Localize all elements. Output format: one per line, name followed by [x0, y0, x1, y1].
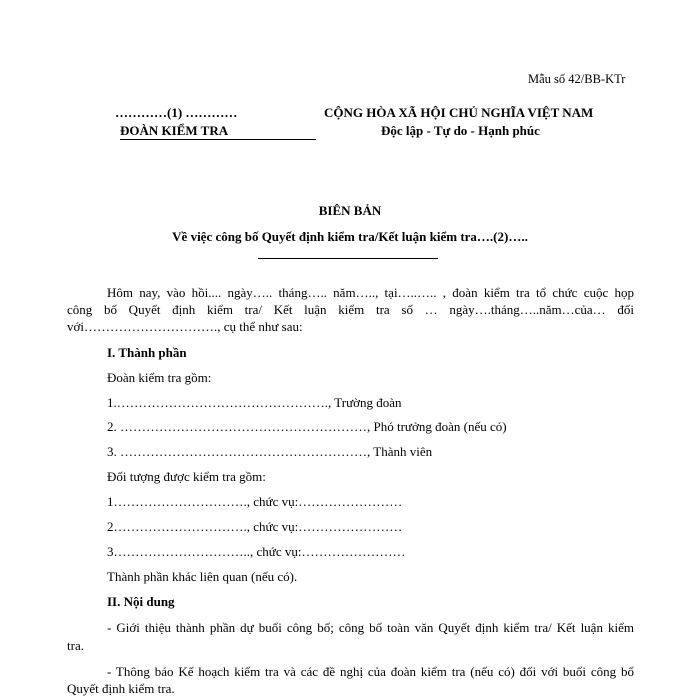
subject-1: 1…………………………., chức vụ:…………………… [107, 494, 403, 509]
form-number: Mẫu số 42/BB-KTr [528, 72, 626, 86]
document-subtitle: Về việc công bố Quyết định kiểm tra/Kết luận kiểm tra….(2)….. [172, 229, 528, 244]
title-underline [258, 258, 438, 259]
subject-3: 3………………………….., chức vụ:…………………… [107, 544, 406, 559]
team-composition-label: Đoàn kiểm tra gồm: [107, 370, 212, 385]
content-item-1-line-1: - Giới thiệu thành phần dự buổi công bố; công bố toàn văn Quyết định kiểm tra/ Kết luận kiểm [107, 620, 634, 635]
section-1-heading: I. Thành phần [107, 345, 187, 360]
nation-motto: Độc lập - Tự do - Hạnh phúc [381, 123, 540, 138]
team-member-3: 3. …………………………………………………, Thành viên [107, 444, 433, 459]
other-participants: Thành phần khác liên quan (nếu có). [107, 569, 298, 584]
section-2-heading: II. Nội dung [107, 594, 175, 609]
content-item-1-line-2: tra. [67, 638, 84, 653]
subject-label: Đối tượng được kiểm tra gồm: [107, 469, 266, 484]
content-item-2-line-2: Quyết định kiểm tra. [67, 681, 175, 696]
nation-title: CỘNG HÒA XÃ HỘI CHỦ NGHĨA VIỆT NAM [324, 105, 594, 120]
inspection-team-label: ĐOÀN KIỂM TRA [120, 123, 229, 138]
content-item-2-line-1: - Thông báo Kế hoạch kiểm tra và các đề nghị của đoàn kiểm tra (nếu có) đối với buổi công bố [107, 664, 634, 679]
intro-line-3: với…………………………., cụ thể như sau: [67, 319, 303, 334]
intro-line-2: công bố Quyết định kiểm tra/ Kết luận kiểm tra số … ngày….tháng…..năm…của… đối [67, 302, 634, 317]
intro-line-1: Hôm nay, vào hồi.... ngày….. tháng….. năm….., tại…..….. , đoàn kiểm tra tổ chức cuộc họp [107, 285, 634, 300]
organization-line: …………(1) ………… [115, 105, 238, 120]
team-underline [120, 139, 316, 140]
document-title: BIÊN BẢN [318, 203, 382, 218]
team-member-1: 1.…………………………………………., Trường đoàn [107, 395, 402, 410]
subject-2: 2…………………………., chức vụ:…………………… [107, 519, 403, 534]
team-member-2: 2. …………………………………………………, Phó trưởng đoàn (nếu có) [107, 419, 507, 434]
